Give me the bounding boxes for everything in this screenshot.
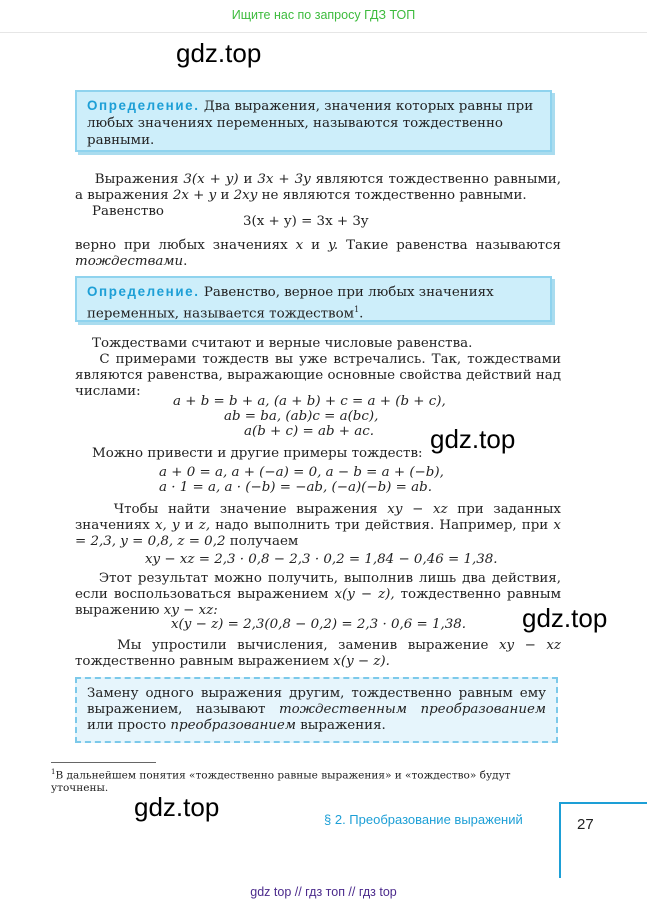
properties-line-3: a(b + c) = ab + ac. <box>244 424 374 439</box>
paragraph-4: Тождествами считают и верные числовые равенства. <box>92 336 473 351</box>
watermark: gdz.top <box>430 424 516 454</box>
watermark: gdz.top <box>522 603 608 633</box>
page-corner-top <box>559 802 647 804</box>
paragraph-7: Чтобы найти значение выражения xy − xz при заданных значениях x, y и z, надо выполнить три действия. Например, при x = 2,3, y = 0,8, z = 0,2 получаем <box>75 502 561 549</box>
properties-line-2: ab = ba, (ab)c = a(bc), <box>224 409 379 424</box>
paragraph-8: Этот результат можно получить, выполнив лишь два действия, если воспользоваться выражением x(y − z), тождественно равным выражению xy − xz: <box>75 571 561 618</box>
paragraph-3: верно при любых значениях x и y. Такие равенства называются тождествами. <box>75 238 561 269</box>
definition-box-2: Определение. Равенство, верное при любых значениях переменных, называется тождеством$^1$. <box>75 276 552 322</box>
section-title: § 2. Преобразование выражений <box>324 812 523 827</box>
watermark: gdz.top <box>176 38 262 68</box>
equation-1: 3(x + y) = 3x + 3y <box>243 214 369 229</box>
properties-line-1: a + b = b + a, (a + b) + c = a + (b + c), <box>173 394 446 409</box>
paragraph-9: Мы упростили вычисления, заменив выражение xy − xz тождественно равным выражением x(y − z). <box>75 638 561 669</box>
definition-text: Два выражения, значения которых равны при любых значениях переменных, называются тождественно равными. <box>87 99 534 148</box>
footer-links[interactable]: gdz top // гдз топ // гдз top <box>250 885 397 899</box>
key-concept-box: Замену одного выражения другим, тождественно равным ему выражением, называют тождественным преобразованием или просто преобразованием выражения. <box>75 677 558 743</box>
paragraph-2: Равенство <box>92 204 164 219</box>
divider <box>0 32 647 33</box>
examples-line-1: a + 0 = a, a + (−a) = 0, a − b = a + (−b), <box>159 465 444 480</box>
definition-label: Определение. <box>87 284 200 299</box>
definition-box-1 <box>75 90 552 152</box>
footnote: $^1$В дальнейшем понятия «тождественно равные выражения» и «тождество» будут уточнены. <box>51 768 511 794</box>
paragraph-5: С примерами тождеств вы уже встречались. Так, тождествами являются равенства, выражающие основные свойства действий над числами: <box>75 352 561 399</box>
watermark: gdz.top <box>134 792 220 822</box>
paragraph-6: Можно привести и другие примеры тождеств: <box>92 446 423 461</box>
equation-3: x(y − z) = 2,3(0,8 − 0,2) = 2,3 · 0,6 = 1,38. <box>171 617 467 632</box>
top-banner <box>0 0 647 32</box>
footnote-divider <box>51 762 156 763</box>
page-corner-side <box>559 802 561 878</box>
page-number: 27 <box>577 816 594 833</box>
paragraph-1: Выражения 3(x + y) и 3x + 3y являются тождественно равными, а выражения 2x + y и 2xy не являются тождественно равными. <box>75 172 561 203</box>
promo-text[interactable]: Ищите нас по запросу ГДЗ ТОП <box>231 8 416 22</box>
definition-label: Определение. <box>87 98 200 113</box>
examples-line-2: a · 1 = a, a · (−b) = −ab, (−a)(−b) = ab. <box>159 480 432 495</box>
equation-2: xy − xz = 2,3 · 0,8 − 2,3 · 0,2 = 1,84 − 0,46 = 1,38. <box>145 552 498 567</box>
